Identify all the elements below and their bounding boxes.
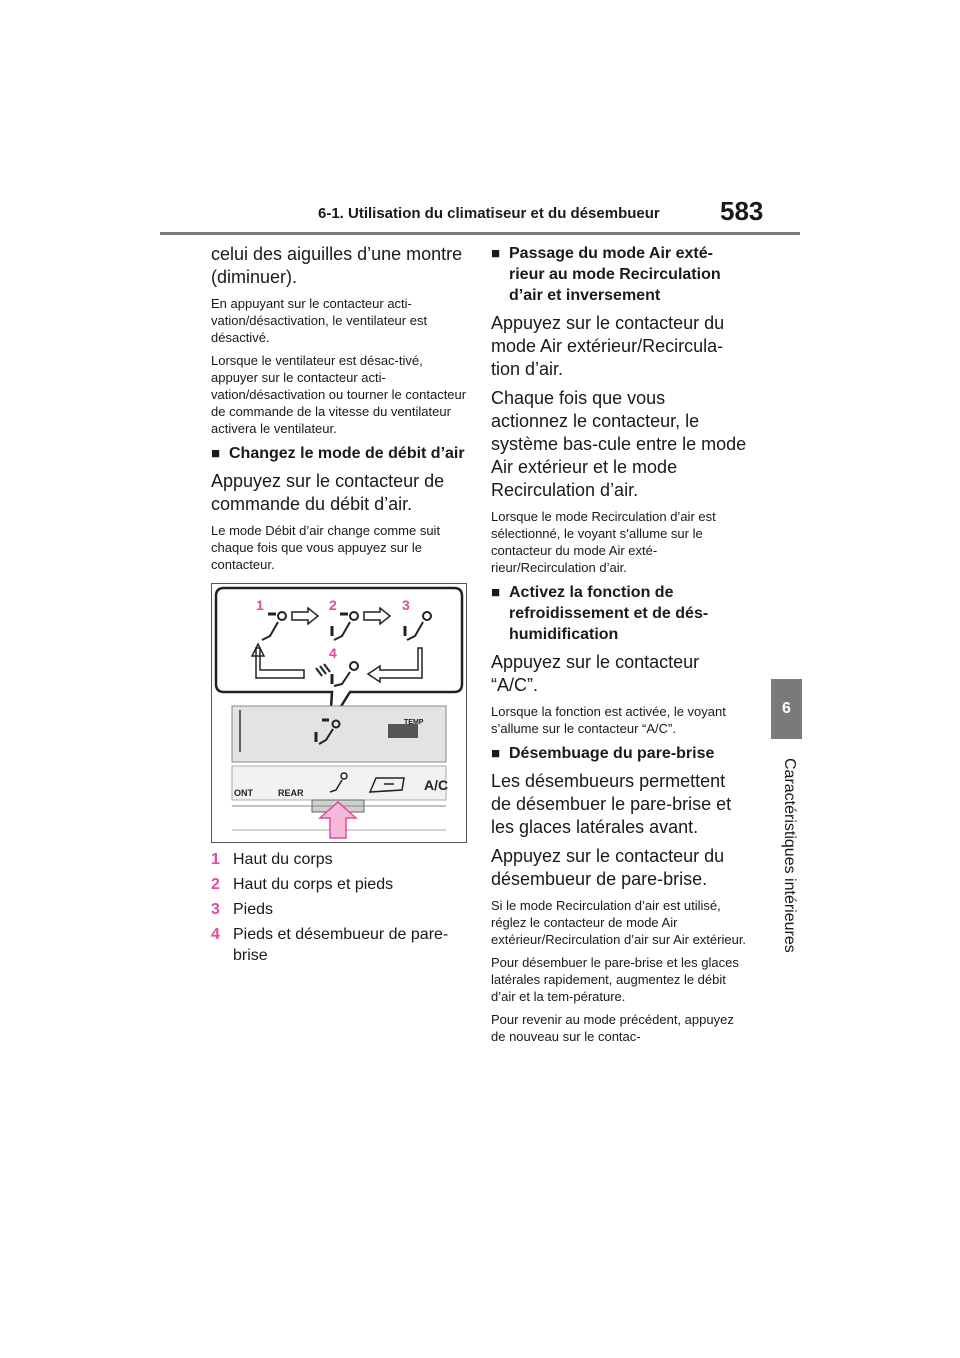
chapter-tab: 6 [771, 679, 802, 739]
recirculation-body-2: Chaque fois que vous actionnez le contacteur, le système bas-cule entre le mode Air extérieur et le mode Recirculation d’air. [491, 388, 747, 500]
defrost-heading: ■ Désembuage du pare-brise [491, 745, 715, 762]
intro-text: celui des aiguilles d’une montre (diminuer). [211, 244, 463, 287]
defrost-body-2: Appuyez sur le contacteur du désembueur de pare-brise. [491, 846, 725, 889]
mode-label-4: 4 [329, 645, 337, 661]
defrost-note-1: Si le mode Recirculation d’air est utilisé, réglez le contacteur de mode Air extérieur/Recirculation d’air sur Air extérieur. [491, 898, 747, 947]
right-column [491, 243, 747, 1051]
header-divider [160, 232, 800, 235]
left-column [211, 243, 467, 970]
airflow-figure [211, 583, 467, 843]
square-bullet-icon: ■ [491, 584, 501, 601]
legend-item: 2 Haut du corps et pieds [211, 876, 394, 893]
mode-label-1: 1 [256, 597, 264, 613]
temp-label: TEMP [404, 719, 424, 726]
rear-defrost-label: REAR [278, 788, 304, 798]
airflow-body: Appuyez sur le contacteur de commande du débit d’air. [211, 471, 445, 514]
note-fan-on: Lorsque le ventilateur est désac-tivé, appuyer sur le contacteur acti-vation/désactivation ou tourner le contacteur de commande de la vitesse du ventilateur activera le ventilateur. [211, 353, 467, 436]
recirculation-note: Lorsque le mode Recirculation d’air est sélectionné, le voyant s’allume sur le contacteur du mode Air exté-rieur/Recirculation d’air. [491, 509, 716, 575]
recirculation-heading: ■ Passage du mode Air exté-rieur au mode Recirculation d’air et inversement [491, 245, 721, 304]
chapter-label: Caractéristiques intérieures [781, 758, 798, 953]
section-title: 6-1. Utilisation du climatiseur et du désembueur [318, 205, 660, 222]
airflow-heading: ■ Changez le mode de débit d’air [211, 445, 465, 462]
note-fan-off: En appuyant sur le contacteur acti-vation/désactivation, le ventilateur est désactivé. [211, 296, 428, 345]
ac-button-label: A/C [424, 777, 449, 793]
defrost-body: Les désembueurs permettent de désembuer le pare-brise et les glaces latérales avant. [491, 771, 732, 837]
legend-item: 1 Haut du corps [211, 851, 333, 868]
ac-body: Appuyez sur le contacteur “A/C”. [491, 652, 700, 695]
mode-label-2: 2 [329, 597, 337, 613]
page-number: 583 [720, 196, 764, 226]
mode-label-3: 3 [402, 597, 410, 613]
front-defrost-label: ONT [234, 788, 253, 798]
legend-item: 3 Pieds [211, 901, 274, 918]
legend-item: 4 Pieds et désembueur de pare-brise [211, 926, 449, 964]
ac-heading: ■ Activez la fonction de refroidissement et de dés-humidification [491, 584, 709, 643]
airflow-note: Le mode Débit d’air change comme suit chaque fois que vous appuyez sur le contacteur. [211, 523, 441, 572]
defrost-note-3: Pour revenir au mode précédent, appuyez de nouveau sur le contac- [491, 1012, 734, 1044]
recirculation-body: Appuyez sur le contacteur du mode Air extérieur/Recircula-tion d’air. [491, 313, 725, 379]
ac-note: Lorsque la fonction est activée, le voyant s’allume sur le contacteur “A/C”. [491, 704, 726, 736]
square-bullet-icon: ■ [491, 245, 501, 262]
defrost-note-2: Pour désembuer le pare-brise et les glaces latérales rapidement, augmentez le débit d’air et la tem-pérature. [491, 955, 739, 1004]
square-bullet-icon: ■ [491, 745, 501, 762]
panel-buttons [232, 766, 449, 800]
square-bullet-icon: ■ [211, 445, 221, 462]
airflow-diagram [212, 584, 466, 842]
